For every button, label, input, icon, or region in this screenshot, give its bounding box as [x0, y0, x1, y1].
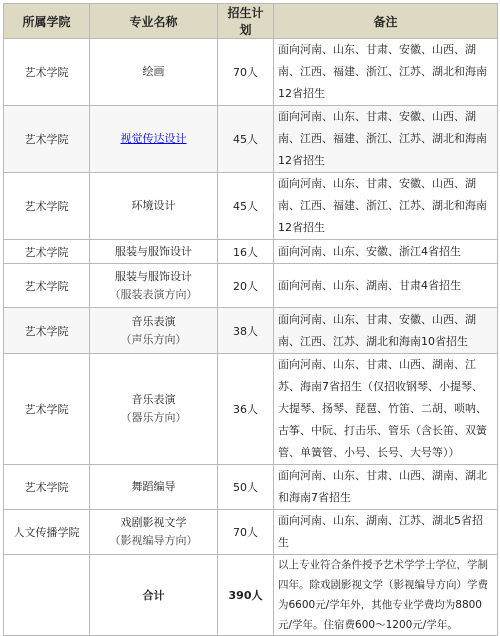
col-header-major: 专业名称 [90, 4, 218, 39]
table-row [4, 510, 498, 555]
major-direction: （服装表演方向） [109, 287, 198, 301]
college-cell: 艺术学院 [4, 308, 90, 354]
table-row [4, 106, 498, 173]
major-cell [90, 173, 218, 240]
table-row [4, 39, 498, 106]
table-row [4, 264, 498, 308]
major-direction: （声乐方向） [120, 332, 187, 346]
major-cell [90, 465, 218, 510]
college-cell: 艺术学院 [4, 465, 90, 510]
quota-cell: 20人 [218, 264, 274, 308]
quota-cell: 45人 [218, 173, 274, 240]
table-row [4, 354, 498, 465]
quota-cell: 36人 [218, 354, 274, 465]
major-name: 音乐表演 [131, 314, 176, 328]
table-row [4, 465, 498, 510]
major-name: 戏剧影视文学 [120, 516, 187, 529]
total-row [4, 555, 498, 636]
major-cell [90, 354, 218, 465]
notes-cell: 面向河南、山东、甘肃、安徽、山西、湖南、江西、江苏、湖北和海南10省招生 [274, 308, 498, 354]
major-cell [90, 264, 218, 308]
table-body [4, 39, 498, 636]
quota-cell: 50人 [218, 465, 274, 510]
notes-cell: 面向河南、山东、湖南、江苏、湖北5省招生 [274, 510, 498, 555]
total-quota: 390人 [218, 555, 274, 636]
major-name: 音乐表演 [131, 393, 176, 406]
col-header-notes: 备注 [274, 4, 498, 39]
college-cell: 艺术学院 [4, 106, 90, 173]
college-cell: 人文传播学院 [4, 510, 90, 555]
major-direction: （器乐方向） [120, 411, 187, 424]
admissions-table [3, 3, 498, 636]
major-name: 舞蹈编导 [131, 480, 176, 493]
quota-cell: 70人 [218, 510, 274, 555]
notes-cell: 面向河南、山东、湖南、甘肃4省招生 [274, 264, 498, 308]
notes-cell: 面向河南、山东、甘肃、安徽、山西、湖南、江西、福建、浙江、江苏、湖北和海南12省招生 [274, 39, 498, 106]
major-link[interactable]: 视觉传达设计 [120, 132, 187, 145]
notes-cell: 面向河南、山东、安徽、浙江4省招生 [274, 240, 498, 264]
table-row [4, 308, 498, 354]
col-header-quota: 招生计划 [218, 4, 274, 39]
quota-cell: 70人 [218, 39, 274, 106]
notes-cell: 面向河南、山东、甘肃、山西、湖南、湖北和海南7省招生 [274, 465, 498, 510]
major-direction: （影视编导方向） [109, 534, 198, 547]
quota-cell: 45人 [218, 106, 274, 173]
quota-cell: 38人 [218, 308, 274, 354]
total-notes: 以上专业符合条件授予艺术学学士学位，学制四年。除戏剧影视文学（影视编导方向）学费为6600元/学年外，其他专业学费均为8800元/学年。住宿费600～1200元/学年。 [274, 555, 498, 636]
college-cell: 艺术学院 [4, 39, 90, 106]
college-cell: 艺术学院 [4, 173, 90, 240]
major-cell [90, 240, 218, 264]
total-blank-cell [4, 555, 90, 636]
college-cell: 艺术学院 [4, 354, 90, 465]
major-cell [90, 39, 218, 106]
college-cell: 艺术学院 [4, 240, 90, 264]
table-row [4, 173, 498, 240]
major-cell [90, 510, 218, 555]
major-name: 服装与服饰设计 [115, 244, 192, 258]
major-cell [90, 308, 218, 354]
quota-cell: 16人 [218, 240, 274, 264]
notes-cell: 面向河南、山东、甘肃、安徽、山西、湖南、江西、福建、浙江、江苏、湖北和海南12省招生 [274, 106, 498, 173]
major-name: 绘画 [142, 65, 165, 78]
col-header-college: 所属学院 [4, 4, 90, 39]
table-header-row [4, 4, 498, 39]
major-name: 服装与服饰设计 [115, 269, 192, 283]
total-label: 合计 [90, 555, 218, 636]
notes-cell: 面向河南、山东、甘肃、山西、湖南、江苏、海南7省招生（仅招收钢琴、小提琴、大提琴、扬琴、琵琶、竹笛、二胡、唢呐、古筝、中阮、打击乐、管乐（含长笛、双簧管、单簧管、小号、长号、大号等）） [274, 354, 498, 465]
major-name: 环境设计 [131, 199, 176, 212]
notes-cell: 面向河南、山东、甘肃、安徽、山西、湖南、江西、福建、浙江、江苏、湖北和海南12省招生 [274, 173, 498, 240]
major-cell [90, 106, 218, 173]
college-cell: 艺术学院 [4, 264, 90, 308]
table-row [4, 240, 498, 264]
